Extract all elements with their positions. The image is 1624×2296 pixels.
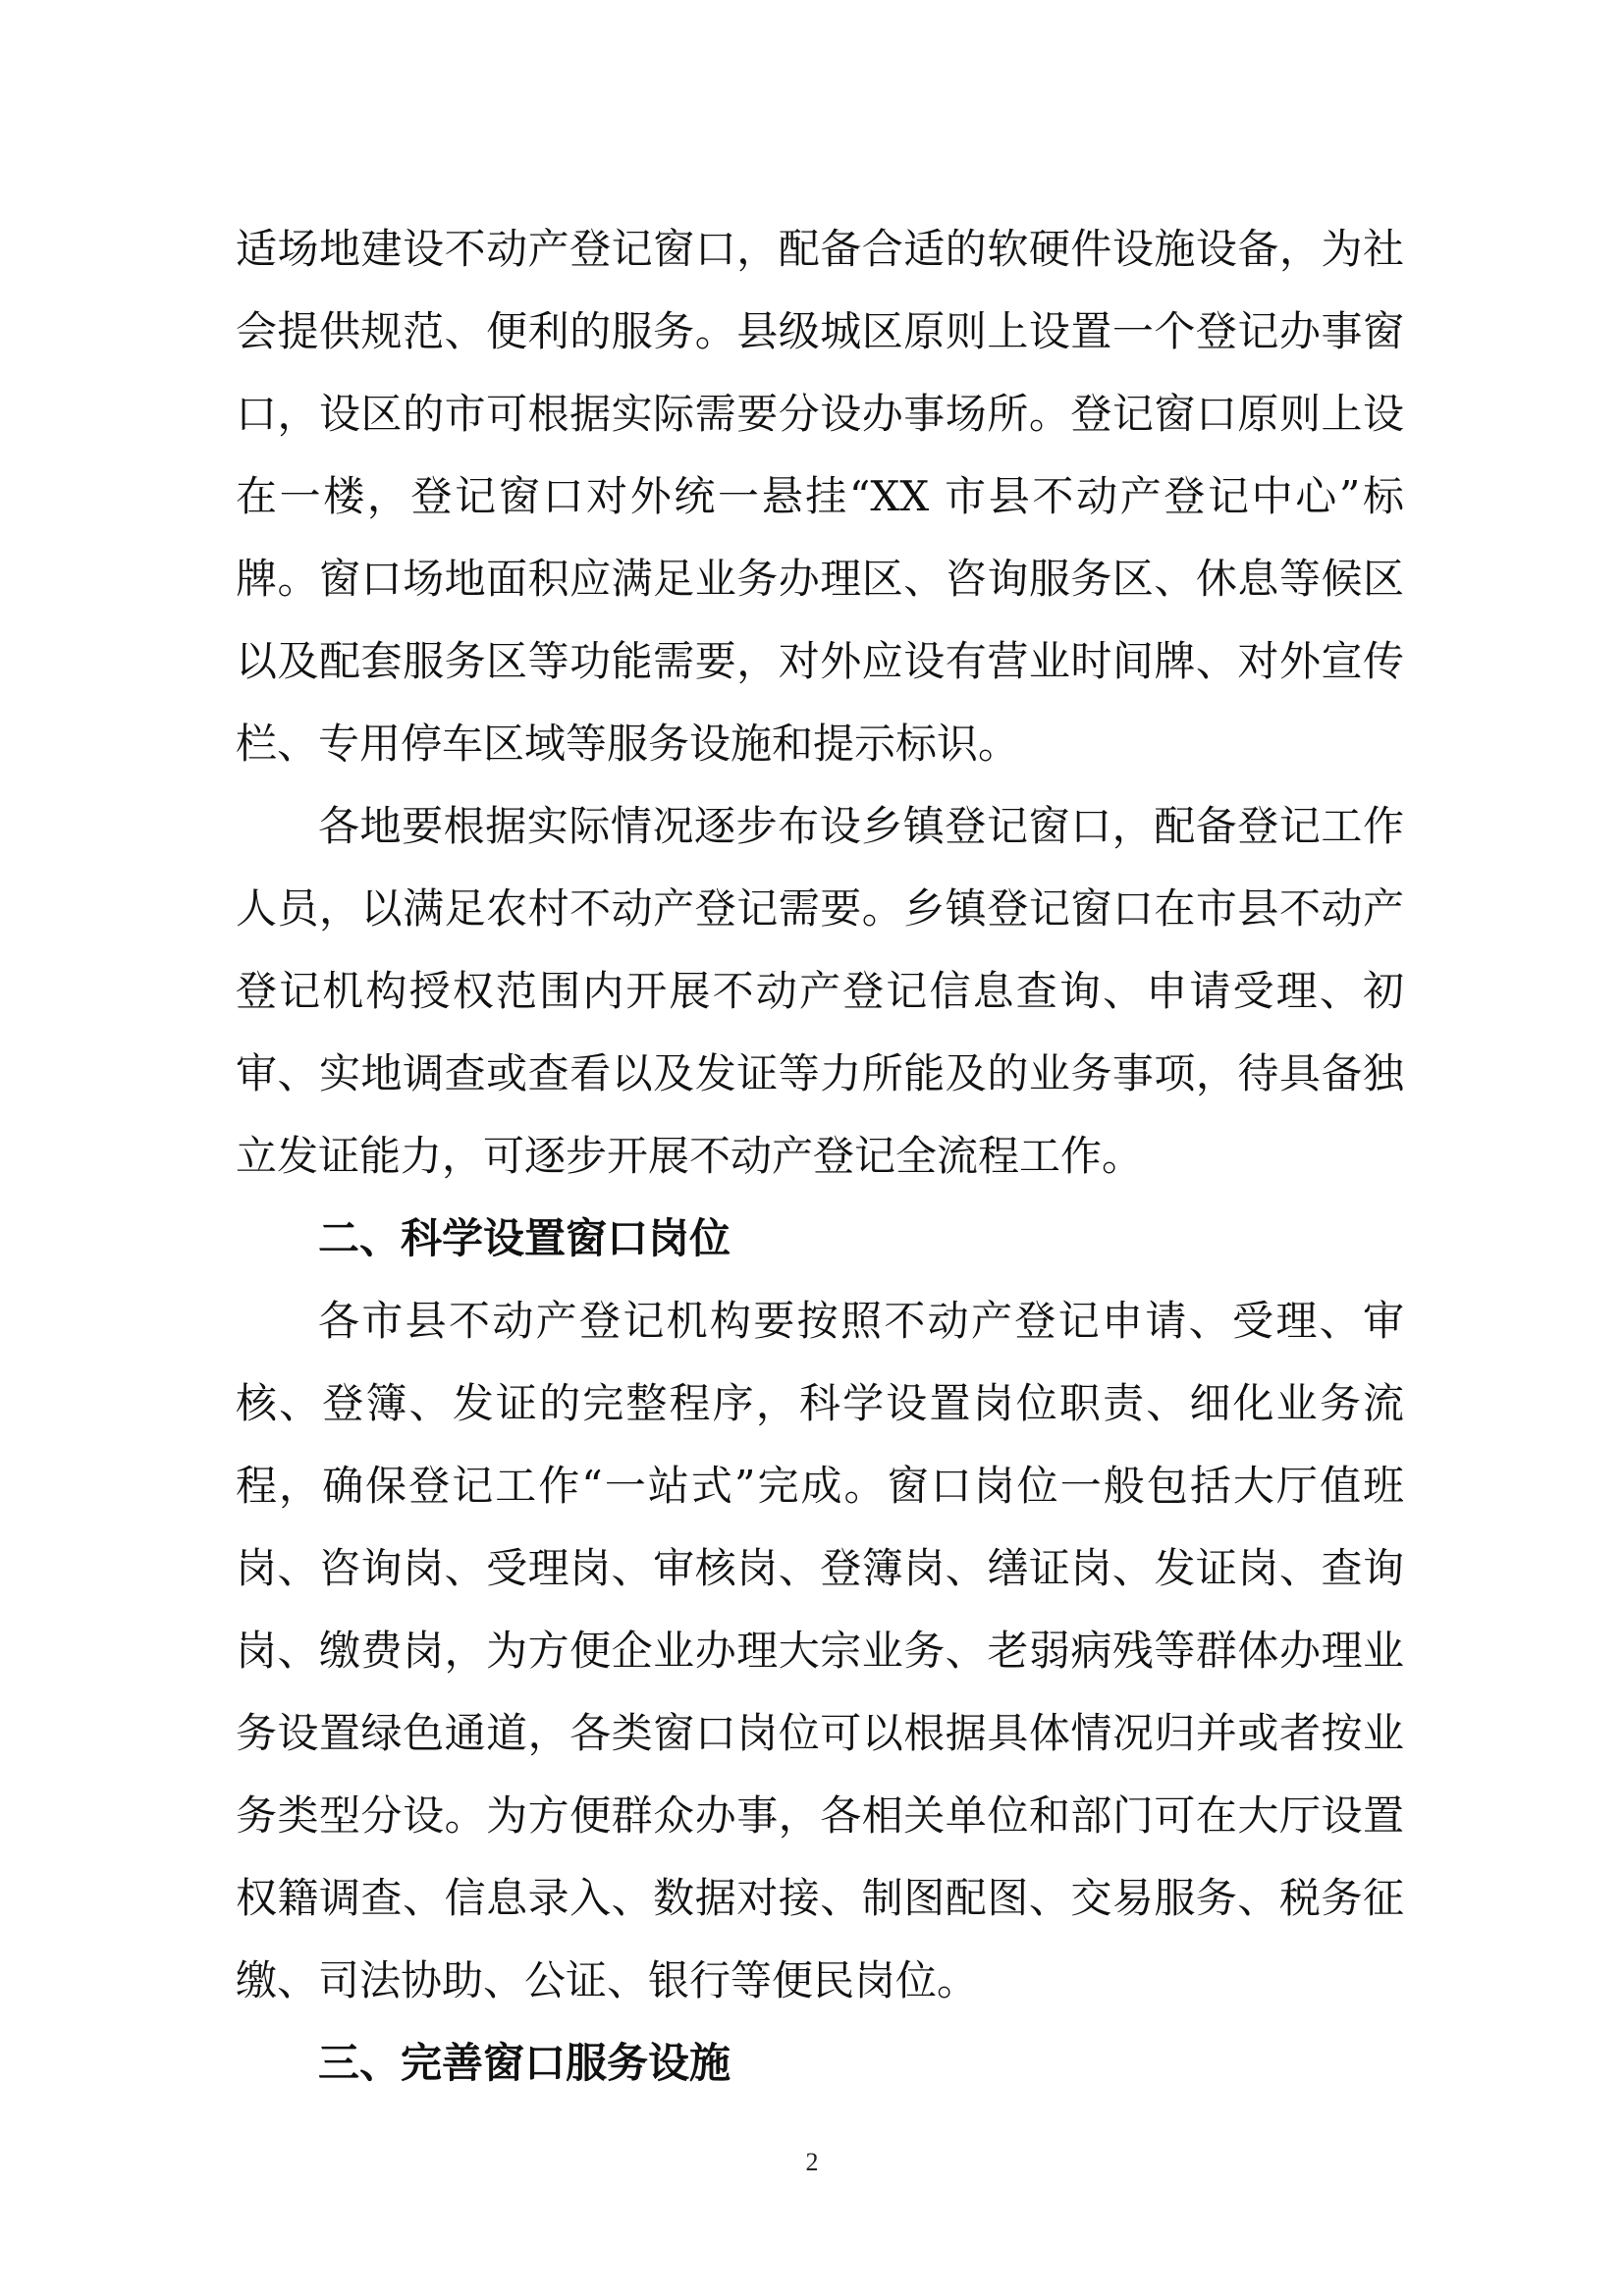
section-heading-three: 三、完善窗口服务设施 xyxy=(318,2039,731,2087)
paragraph-continuation: 适场地建设不动产登记窗口，配备合适的软硬件设施设备，为社会提供规范、便利的服务。县级城区原则上设置一个登记办事窗口，设区的市可根据实际需要分设办事场所。登记窗口原则上设在一楼，登记窗口对外统一悬挂“XX 市县不动产登记中心”标牌。窗口场地面积应满足业务办理区、咨询服务区、休息等候区以及配套服务区等功能需要，对外应设有营业时间牌、对外宣传栏、专用停车区域等服务设施和提示标识。 xyxy=(236,225,1404,768)
section-heading-two: 二、科学设置窗口岗位 xyxy=(318,1214,731,1262)
page-number: 2 xyxy=(805,2148,819,2176)
document-body xyxy=(236,208,1404,2105)
paragraph-window-posts: 各市县不动产登记机构要按照不动产登记申请、受理、审核、登簿、发证的完整程序，科学设置岗位职责、细化业务流程，确保登记工作“一站式”完成。窗口岗位一般包括大厅值班岗、咨询岗、受理岗、审核岗、登簿岗、缮证岗、发证岗、查询岗、缴费岗，为方便企业办理大宗业务、老弱病残等群体办理业务设置绿色通道，各类窗口岗位可以根据具体情况归并或者按业务类型分设。为方便群众办事，各相关单位和部门可在大厅设置权籍调查、信息录入、数据对接、制图配图、交易服务、税务征缴、司法协助、公证、银行等便民岗位。 xyxy=(236,1297,1404,2004)
paragraph-township-windows: 各地要根据实际情况逐步布设乡镇登记窗口，配备登记工作人员，以满足农村不动产登记需要。乡镇登记窗口在市县不动产登记机构授权范围内开展不动产登记信息查询、申请受理、初审、实地调查或查看以及发证等力所能及的业务事项，待具备独立发证能力，可逐步开展不动产登记全流程工作。 xyxy=(236,802,1404,1180)
